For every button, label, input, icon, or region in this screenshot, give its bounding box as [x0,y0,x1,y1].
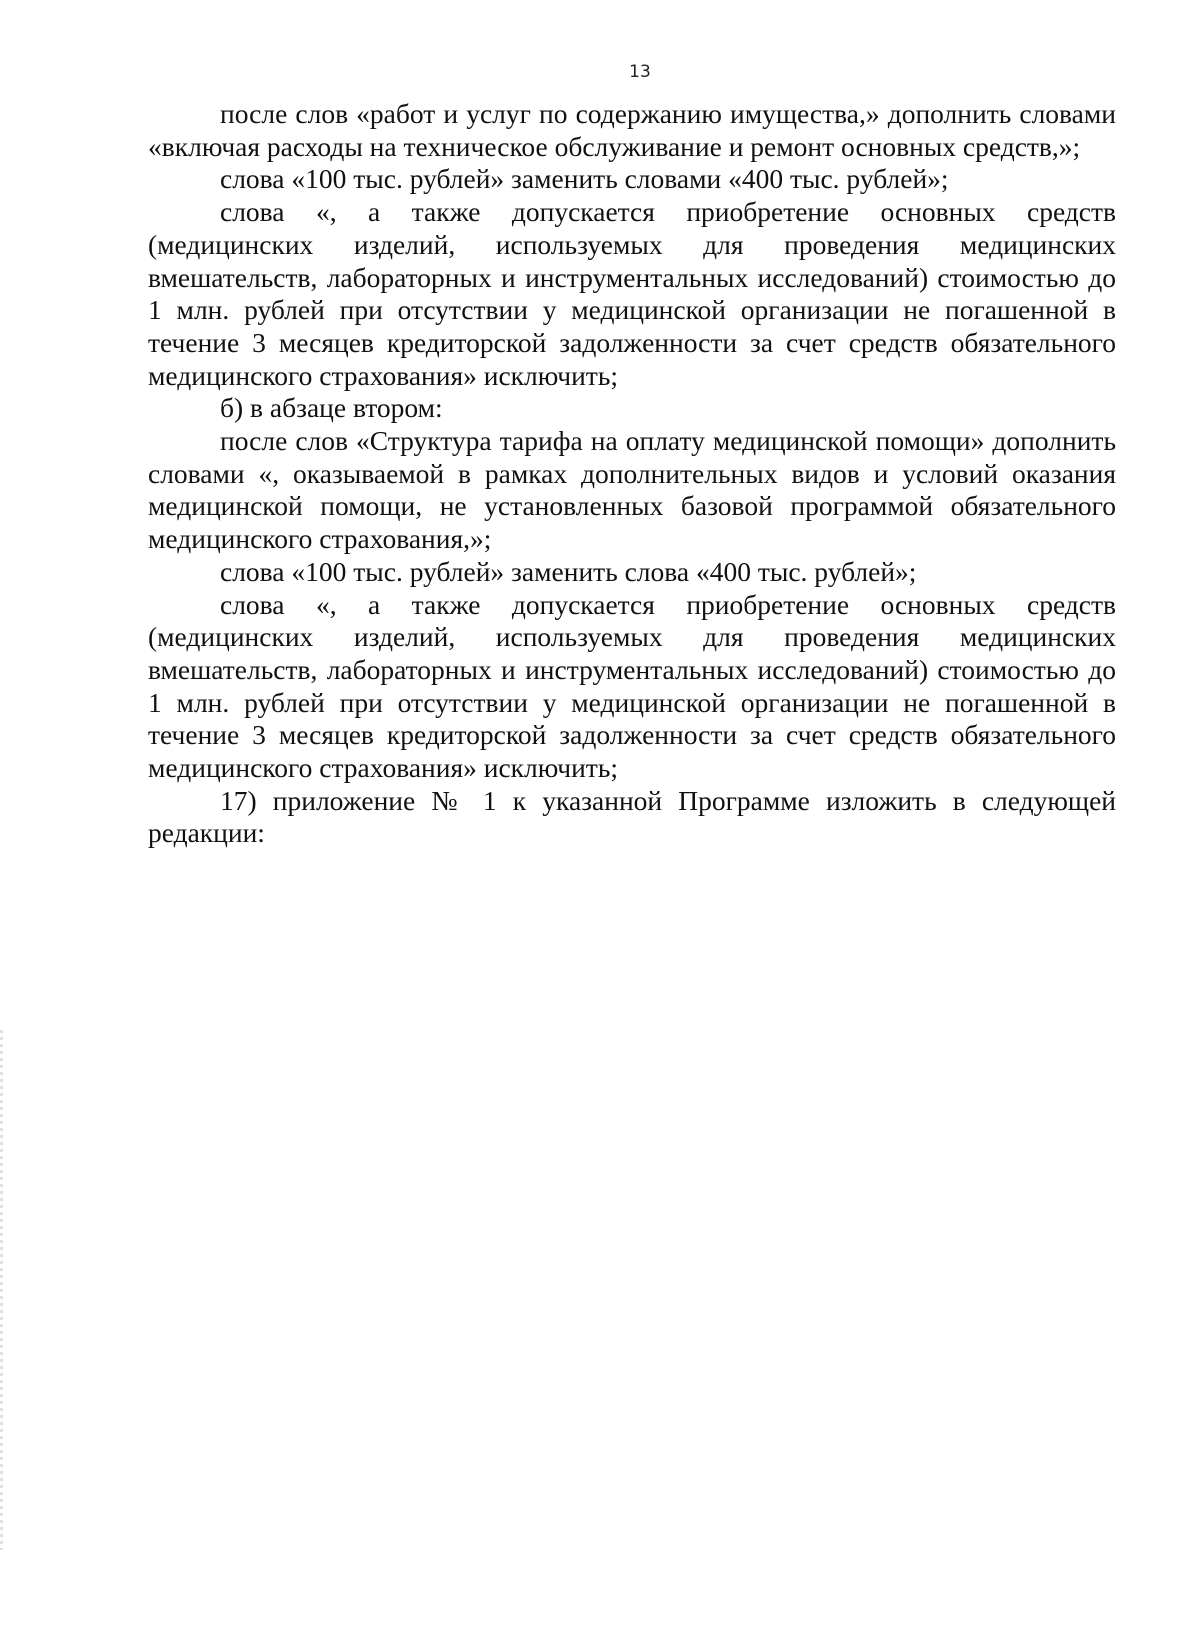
paragraph: 17) приложение № 1 к указанной Программе изложить в следующей редакции: [148,784,1116,849]
paragraph: слова «100 тыс. рублей» заменить словами «400 тыс. рублей»; [220,163,949,195]
page-number: 13 [629,62,651,82]
paragraph: б) в абзаце втором: [220,392,443,424]
paragraph: слова «100 тыс. рублей» заменить слова «400 тыс. рублей»; [220,555,917,587]
paragraph: после слов «Структура тарифа на оплату медицинской помощи» дополнить словами «, оказываемой в рамках дополнительных видов и условий оказания медицинской помощи, не установленных базовой программой обязательного медицинского страхования,»; [148,425,1116,555]
paragraph: после слов «работ и услуг по содержанию имущества,» дополнить словами «включая расходы на техническое обслуживание и ремонт основных средств,»; [148,98,1116,162]
scan-edge-artifact [0,1030,3,1550]
document-body [148,98,1116,850]
paragraph: слова «, а также допускается приобретение основных средств (медицинских изделий, используемых для проведения медицинских вмешательств, лабораторных и инструментальных исследований) стоимостью до 1 млн. рублей при отсутствии у медицинской организации не погашенной в течение 3 месяцев кредиторской задолженности за счет средств обязательного медицинского страхования» исключить; [148,588,1116,784]
paragraph: слова «, а также допускается приобретение основных средств (медицинских изделий, используемых для проведения медицинских вмешательств, лабораторных и инструментальных исследований) стоимостью до 1 млн. рублей при отсутствии у медицинской организации не погашенной в течение 3 месяцев кредиторской задолженности за счет средств обязательного медицинского страхования» исключить; [148,196,1116,391]
